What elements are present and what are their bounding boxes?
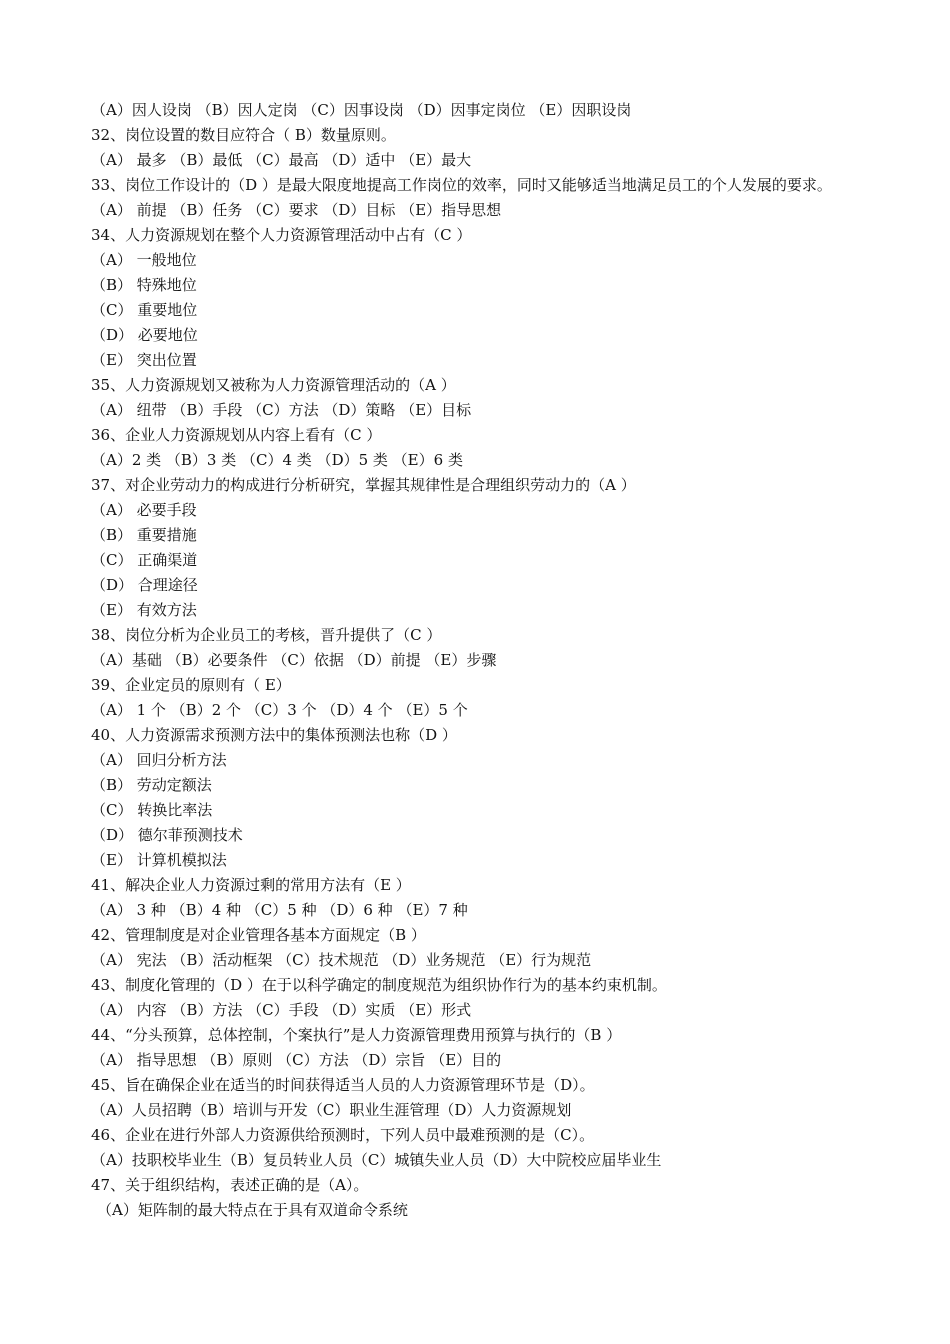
option-line: （C） 重要地位: [91, 301, 198, 319]
option-line: （C） 正确渠道: [91, 551, 198, 569]
question-40: 40、人力资源需求预测方法中的集体预测法也称（D ）: [91, 726, 457, 744]
option-line: （A）2 类 （B）3 类 （C）4 类 （D）5 类 （E）6 类: [91, 451, 463, 469]
option-line: （D） 合理途径: [91, 576, 198, 594]
option-line: （A） 最多 （B）最低 （C）最高 （D）适中 （E）最大: [91, 151, 472, 169]
document-body: [91, 98, 871, 1223]
question-32: 32、岗位设置的数目应符合（ B）数量原则。: [91, 126, 396, 144]
question-42: 42、管理制度是对企业管理各基本方面规定（B ）: [91, 926, 426, 944]
option-line: （B） 劳动定额法: [91, 776, 212, 794]
question-33: 33、岗位工作设计的（D ）是最大限度地提高工作岗位的效率，同时又能够适当地满足员工的个人发展的要求。: [91, 176, 832, 194]
question-43: 43、制度化管理的（D ）在于以科学确定的制度规范为组织协作行为的基本约束机制。: [91, 976, 667, 994]
question-36: 36、企业人力资源规划从内容上看有（C ）: [91, 426, 382, 444]
option-line: （D） 德尔菲预测技术: [91, 826, 243, 844]
option-line: （A）矩阵制的最大特点在于具有双道命令系统: [97, 1201, 408, 1219]
option-line: （A） 前提 （B）任务 （C）要求 （D）目标 （E）指导思想: [91, 201, 502, 219]
option-line: （B） 特殊地位: [91, 276, 197, 294]
question-38: 38、岗位分析为企业员工的考核，晋升提供了（C ）: [91, 626, 442, 644]
option-line: （A）基础 （B）必要条件 （C）依据 （D）前提 （E）步骤: [91, 651, 497, 669]
option-line: （A） 必要手段: [91, 501, 197, 519]
option-line: （E） 计算机模拟法: [91, 851, 227, 869]
option-line: （C） 转换比率法: [91, 801, 213, 819]
option-line: （A）人员招聘（B）培训与开发（C）职业生涯管理（D）人力资源规划: [91, 1101, 572, 1119]
option-line: （A） 3 种 （B）4 种 （C）5 种 （D）6 种 （E）7 种: [91, 901, 468, 919]
question-37: 37、对企业劳动力的构成进行分析研究，掌握其规律性是合理组织劳动力的（A ）: [91, 476, 636, 494]
question-46: 46、企业在进行外部人力资源供给预测时，下列人员中最难预测的是（C）。: [91, 1126, 595, 1144]
option-line: （A） 回归分析方法: [91, 751, 227, 769]
option-line: （A） 内容 （B）方法 （C）手段 （D）实质 （E）形式: [91, 1001, 472, 1019]
question-35: 35、人力资源规划又被称为人力资源管理活动的（A ）: [91, 376, 456, 394]
question-45: 45、旨在确保企业在适当的时间获得适当人员的人力资源管理环节是（D）。: [91, 1076, 595, 1094]
option-line: （A） 一般地位: [91, 251, 197, 269]
option-line: （E） 突出位置: [91, 351, 197, 369]
question-34: 34、人力资源规划在整个人力资源管理活动中占有（C ）: [91, 226, 472, 244]
question-41: 41、解决企业人力资源过剩的常用方法有（E ）: [91, 876, 411, 894]
option-line: （A） 宪法 （B）活动框架 （C）技术规范 （D）业务规范 （E）行为规范: [91, 951, 592, 969]
question-44: 44、“分头预算，总体控制，个案执行”是人力资源管理费用预算与执行的（B ）: [91, 1026, 622, 1044]
option-line: （A）技职校毕业生（B）复员转业人员（C）城镇失业人员（D）大中院校应届毕业生: [91, 1151, 662, 1169]
option-line: （D） 必要地位: [91, 326, 198, 344]
question-39: 39、企业定员的原则有（ E）: [91, 676, 291, 694]
option-line: （E） 有效方法: [91, 601, 197, 619]
option-line: （A） 1 个 （B）2 个 （C）3 个 （D）4 个 （E）5 个: [91, 701, 468, 719]
option-line: （B） 重要措施: [91, 526, 197, 544]
question-47: 47、关于组织结构，表述正确的是（A）。: [91, 1176, 369, 1194]
option-line: （A） 指导思想 （B）原则 （C）方法 （D）宗旨 （E）目的: [91, 1051, 502, 1069]
option-line: （A） 纽带 （B）手段 （C）方法 （D）策略 （E）目标: [91, 401, 472, 419]
option-line: （A）因人设岗 （B）因人定岗 （C）因事设岗 （D）因事定岗位 （E）因职设岗: [91, 101, 632, 119]
